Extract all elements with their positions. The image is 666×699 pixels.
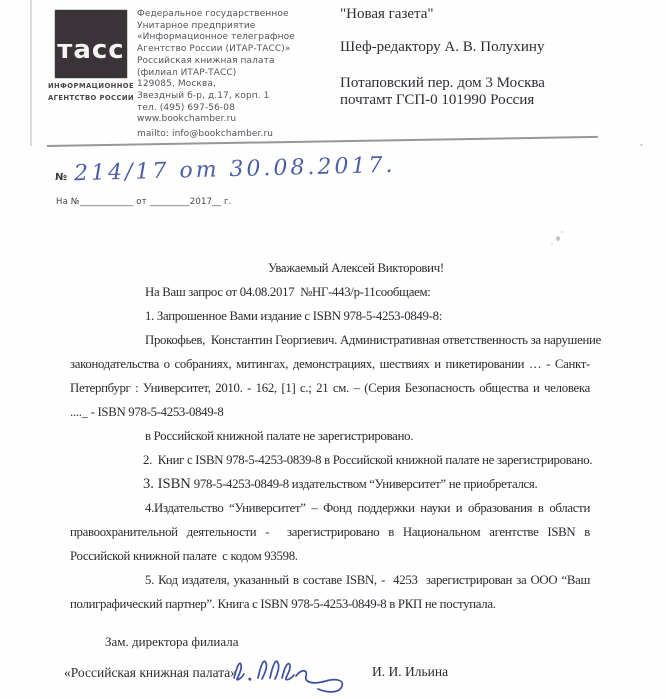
body-line: На Ваш запрос от 04.08.2017 №НГ-443/р-11сообщаем: [145,285,431,299]
tass-logo-subtitle [39,81,143,104]
body-line: в Российской книжной палате не зарегистрировано. [145,429,414,443]
letterhead-line: «Информационное телеграфное [137,32,295,43]
letterhead-divider [47,136,598,147]
letterhead-line: 129085, Москва, [137,79,216,90]
letterhead-line: Российская книжная палата [137,55,275,66]
scan-speck [561,231,563,233]
handwritten-signature [228,640,358,698]
body-line: Петерпбург : Университет, 2010. - 162, [1] с.; 21 см. – (Серия Безопасность общества и человека [70,381,590,395]
signer-title-line2: «Российская книжная палата» [64,665,238,680]
body-line: ...._ - ISBN 978-5-4253-0849-8 [70,405,224,419]
letterhead-line: Унитарное предприятие [137,20,256,31]
letterhead-line: Агентство России (ИТАР-ТАСС)» [137,44,291,55]
recipient-organization: "Новая газета" [340,6,434,22]
letterhead-block [137,9,295,141]
body-line: правоохранительной деятельности - зарегистрировано в Национальном агентстве ISBN в [70,525,590,539]
body-line: 1. Запрошенное Вами издание с ISBN 978-5-4253-0849-8: [145,309,442,323]
body-line: Прокофьев, Константин Георгиевич. Административная ответственность за нарушение [145,333,601,347]
body-line: 4.Издательство “Университет” – Фонд поддержки науки и образования в области [145,501,590,515]
tass-logo-subtitle-line2: АГЕНТСТВО РОССИИ [47,93,135,102]
letter-body [70,256,601,616]
letterhead-website: www.bookchamber.ru [137,114,237,125]
body-line-isbn-emphasis: 3. ISBN [143,476,191,492]
scan-speck [556,236,560,241]
letterhead-line: (филиал ИТАР-ТАСС) [137,67,237,78]
body-line: 2. Книг с ISBN 978-5-4253-0839-8 в Российской книжной палате не зарегистрировано. [143,453,593,467]
handwritten-ref-number: 214/17 от 30.08.2017. [73,152,396,187]
tass-logo-subtitle-line1: ИНФОРМАЦИОННОЕ [47,82,135,90]
ref-number-label: № [55,172,68,183]
recipient-person: Шеф-редактору А. В. Полухину [340,39,545,55]
scan-speck [551,243,553,245]
body-line: законодательства о собраниях, митингах, демонстрациях, шествиях и пикетировании … - Санкт- [70,357,590,371]
body-line: Российской книжной палате с кодом 93598. [70,549,298,563]
tass-logo-wordmark: тасс [57,35,125,65]
signer-title-line1: Зам. директора филиала [105,634,239,649]
recipient-address-line2: почтамт ГСП-0 101990 Россия [340,92,535,108]
body-line: полиграфический партнер”. Книга с ISBN 978-5-4253-0849-8 в РКП не поступала. [70,597,496,611]
reply-to-line: На №____________ от _________2017__ г. [56,197,232,207]
letterhead-line: Федеральное государственное [137,9,289,19]
body-line: 3. ISBN 978-5-4253-0849-8 издательством “Университет” не приобретался. [143,476,538,492]
tass-logo [55,10,127,78]
scan-edge-artifact [30,0,32,146]
scan-speck [640,144,643,146]
letterhead-phone: тел. (495) 697-56-08 [137,102,235,113]
letterhead-email: mailto: info@bookchamber.ru [137,129,274,140]
recipient-address-line1: Потаповский пер. дом 3 Москва [340,75,545,91]
signer-name: И. И. Ильина [372,664,449,679]
salutation: Уважаемый Алексей Викторович! [268,261,444,275]
body-line: 5. Код издателя, указанный в составе ISBN, - 4253 зарегистрирован за ООО “Ваш [145,573,590,587]
letterhead-line: Звездный б-р, д.17, корп. 1 [137,90,270,101]
